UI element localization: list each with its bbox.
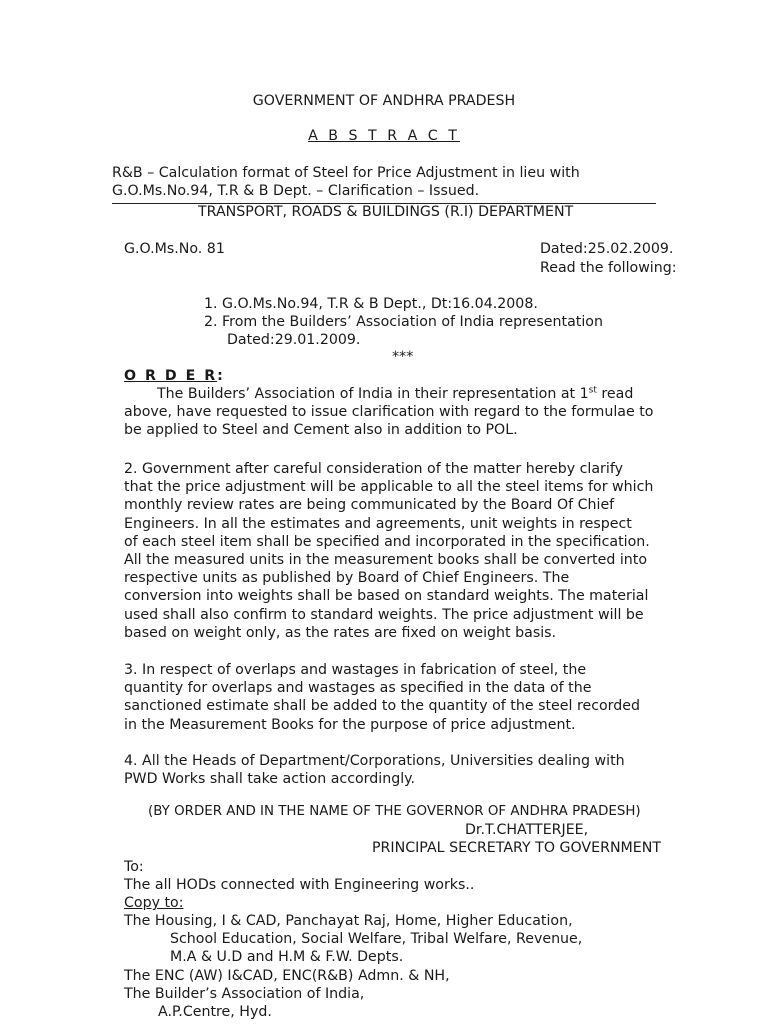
copy-recipient-2: The ENC (AW) I&CAD, ENC(R&B) Admn. & NH, xyxy=(124,968,450,984)
paragraph-3-line: quantity for overlaps and wastages as specified in the data of the xyxy=(124,680,592,697)
subject-line-1: R&B – Calculation format of Steel for Price Adjustment in lieu with xyxy=(112,165,580,181)
copy-to-text: Copy to: xyxy=(124,895,184,911)
go-date: Dated:25.02.2009. xyxy=(540,241,674,257)
order-heading xyxy=(124,367,223,385)
p1-superscript: st xyxy=(588,385,597,396)
reference-2-date: Dated:29.01.2009. xyxy=(227,332,361,348)
read-following: Read the following: xyxy=(540,260,677,276)
copy-recipient-3: The Builder’s Association of India, xyxy=(124,986,365,1002)
p1-text-after: read xyxy=(596,386,634,402)
paragraph-3-line: in the Measurement Books for the purpose of price adjustment. xyxy=(124,716,576,733)
to-recipients: The all HODs connected with Engineering works.. xyxy=(124,877,475,893)
paragraph-2-line: Engineers. In all the estimates and agreements, unit weights in respect xyxy=(124,515,632,532)
paragraph-3-line: sanctioned estimate shall be added to the quantity of the steel recorded xyxy=(124,698,641,715)
paragraph-2-line: All the measured units in the measurement books shall be converted into xyxy=(124,552,648,569)
government-heading: GOVERNMENT OF ANDHRA PRADESH xyxy=(252,93,516,109)
paragraph-2-line: monthly review rates are being communicated by the Board Of Chief xyxy=(124,497,615,514)
signatory-title: PRINCIPAL SECRETARY TO GOVERNMENT xyxy=(372,840,662,856)
paragraph-1 xyxy=(124,385,689,440)
reference-1: 1. G.O.Ms.No.94, T.R & B Dept., Dt:16.04.2008. xyxy=(204,296,538,312)
copy-recipient-3-cont: A.P.Centre, Hyd. xyxy=(158,1004,272,1020)
paragraph-2-line: used shall also confirm to standard weights. The price adjustment will be xyxy=(124,606,644,623)
paragraph-3-line: 3. In respect of overlaps and wastages in fabrication of steel, the xyxy=(124,662,587,678)
by-order-line: (BY ORDER AND IN THE NAME OF THE GOVERNOR OF ANDHRA PRADESH) xyxy=(148,804,641,819)
paragraph-2-line: of each steel item shall be specified and incorporated in the specification. xyxy=(124,533,650,550)
paragraph-4-line: 4. All the Heads of Department/Corporations, Universities dealing with xyxy=(124,753,625,769)
separator-stars: *** xyxy=(392,349,414,365)
paragraph-2-line: that the price adjustment will be applicable to all the steel items for which xyxy=(124,479,654,496)
order-title: O R D E R xyxy=(124,368,218,384)
copy-to-label xyxy=(124,894,184,912)
paragraph-3 xyxy=(124,661,689,734)
copy-recipient-1-cont-2: M.A & U.D and H.M & F.W. Depts. xyxy=(170,949,404,965)
paragraph-1-line-3: be applied to Steel and Cement also in addition to POL. xyxy=(124,422,518,439)
department-name: TRANSPORT, ROADS & BUILDINGS (R.I) DEPARTMENT xyxy=(198,204,574,220)
paragraph-2-line: respective units as published by Board of Chief Engineers. The xyxy=(124,570,570,587)
abstract-heading xyxy=(0,127,768,145)
paragraph-1-line-2: above, have requested to issue clarification with regard to the formulae to xyxy=(124,404,654,421)
go-number: G.O.Ms.No. 81 xyxy=(124,241,225,257)
paragraph-4 xyxy=(124,752,689,788)
abstract-title: A B S T R A C T xyxy=(308,128,460,144)
subject-line-2: G.O.Ms.No.94, T.R & B Dept. – Clarification – Issued. xyxy=(112,183,480,199)
copy-recipient-1-cont: School Education, Social Welfare, Tribal Welfare, Revenue, xyxy=(170,931,583,947)
paragraph-4-line: PWD Works shall take action accordingly. xyxy=(124,771,416,788)
copy-recipient-1: The Housing, I & CAD, Panchayat Raj, Home, Higher Education, xyxy=(124,913,573,929)
p1-text: The Builders’ Association of India in their representation at 1 xyxy=(157,386,589,402)
reference-2: 2. From the Builders’ Association of India representation xyxy=(204,314,603,330)
paragraph-1-line-1 xyxy=(124,385,689,403)
to-label: To: xyxy=(124,859,144,875)
paragraph-2-line: conversion into weights shall be based on standard weights. The material xyxy=(124,588,649,605)
paragraph-2-line: based on weight only, as the rates are fixed on weight basis. xyxy=(124,624,557,641)
paragraph-2 xyxy=(124,460,689,642)
paragraph-2-line: 2. Government after careful consideration of the matter hereby clarify xyxy=(124,461,623,477)
signatory-name: Dr.T.CHATTERJEE, xyxy=(465,822,589,838)
order-colon: : xyxy=(217,368,223,384)
